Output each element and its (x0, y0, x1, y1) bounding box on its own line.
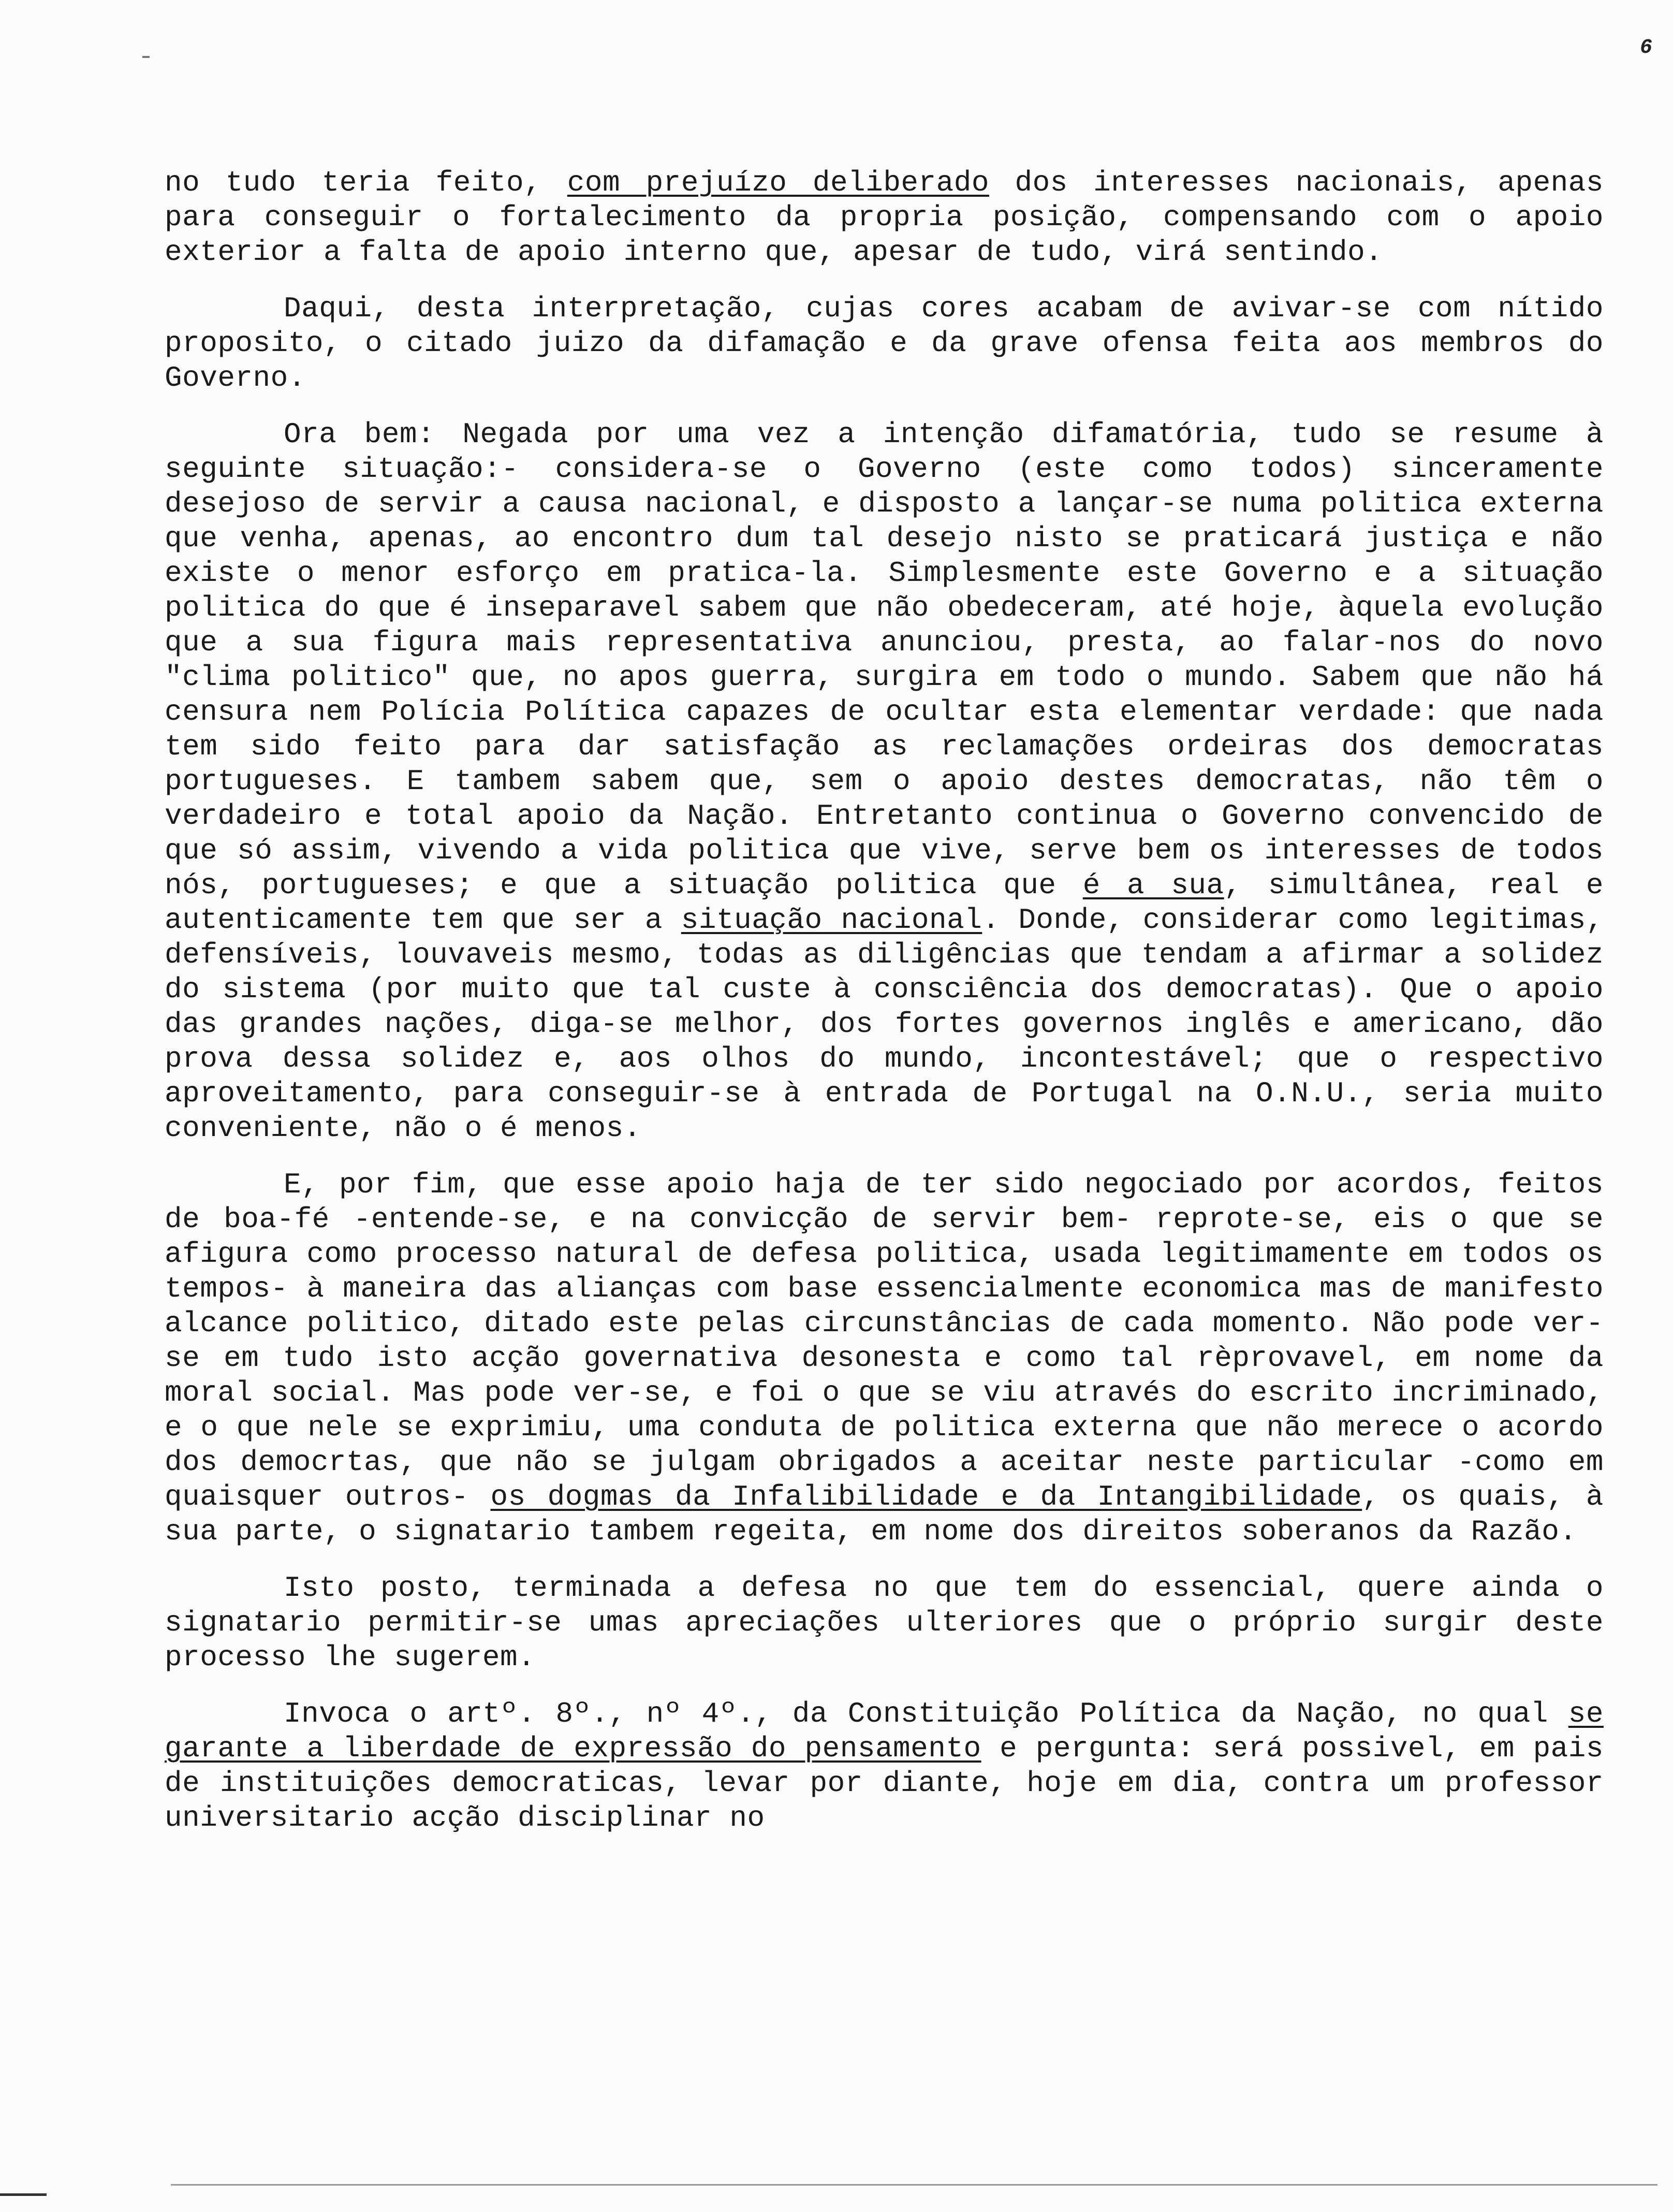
text-run: E, por fim, que esse apoio haja de ter sido negociado por acordos, feitos de boa-fé -entende-se, e na convicção de servir bem- reprote-se, eis o que se afigura como processo natural de defesa politica, usada legitimamente em todos os tempos- à maneira das alianças com base essencialmente economica mas de manifesto alcance politico, ditado este pelas circunstâncias de cada momento. Não pode ver-se em tudo isto acção governativa desonesta e como tal rèprovavel, em nome da moral social. Mas pode ver-se, e foi o que se viu através do escrito incriminado, e o que nele se exprimiu, uma conduta de politica externa que não merece o acordo dos democrtas, que não se julgam obrigados a aceitar neste particular -como em quaisquer outros- (165, 1168, 1604, 1514)
underlined-phrase: se garante a liberdade de expressão do pensamento (165, 1697, 1604, 1765)
scan-edge-line (171, 2184, 1657, 2186)
paragraph (165, 1571, 1604, 1675)
paragraph (165, 1697, 1604, 1836)
paragraph (165, 292, 1604, 396)
text-run: Daqui, desta interpretação, cujas cores acabam de avivar-se com nítido proposito, o citado juizo da difamação e da grave ofensa feita aos membros do Governo. (165, 292, 1604, 395)
text-run: no tudo teria feito, (165, 166, 567, 199)
text-run: Isto posto, terminada a defesa no que tem do essencial, quere ainda o signatario permitir-se umas apreciações ulteriores que o próprio surgir deste processo lhe sugerem. (165, 1571, 1604, 1674)
text-run: Invoca o artº. 8º., nº 4º., da Constituição Política da Nação, no qual (284, 1697, 1568, 1730)
paragraph (165, 1168, 1604, 1549)
text-run: e pergunta: será possivel, em pais de instituições democraticas, levar por diante, hoje em dia, contra um professor universitario acção disciplinar no (165, 1732, 1604, 1835)
underlined-phrase: com prejuízo deliberado (567, 166, 989, 199)
paragraph (165, 417, 1604, 1146)
body-text (165, 166, 1604, 1836)
paragraph (165, 166, 1604, 270)
underlined-phrase: é a sua (1082, 869, 1224, 902)
scan-edge-tick (0, 2193, 47, 2196)
text-run: Ora bem: Negada por uma vez a intenção difamatória, tudo se resume à seguinte situação:- considera-se o Governo (este como todos) sinceramente desejoso de servir a causa nacional, e disposto a lançar-se numa politica externa que venha, apenas, ao encontro dum tal desejo nisto se praticará justiça e não existe o menor esforço em pratica-la. Simplesmente este Governo e a situação politica do que é inseparavel sabem que não obedeceram, até hoje, àquela evolução que a sua figura mais representativa anunciou, presta, ao falar-nos do novo "clima politico" que, no apos guerra, surgira em todo o mundo. Sabem que não há censura nem Polícia Política capazes de ocultar esta elementar verdade: que nada tem sido feito para dar satisfação as reclamações ordeiras dos democratas portugueses. E tambem sabem que, sem o apoio destes democratas, não têm o verdadeiro e total apoio da Nação. Entretanto continua o Governo convencido de que só assim, vivendo a vida politica que vive, serve bem os interesses de todos nós, portugueses; e que a situação politica que (165, 418, 1604, 902)
page-number: 6 (1639, 36, 1652, 60)
text-run: dos interesses nacionais, apenas para conseguir o fortalecimento da propria posição, compensando com o apoio exterior a falta de apoio interno que, apesar de tudo, virá sentindo. (165, 166, 1604, 269)
underlined-phrase: situação nacional (681, 904, 982, 937)
scan-mark (142, 56, 150, 58)
text-run: , simultânea, real e autenticamente tem que ser a (165, 869, 1604, 937)
underlined-phrase: os dogmas da Infalibilidade e da Intangibilidade (490, 1480, 1362, 1514)
text-run: , os quais, à sua parte, o signatario tambem regeita, em nome dos direitos soberanos da Razão. (165, 1480, 1604, 1548)
text-run: . Donde, considerar como legitimas, defensíveis, louvaveis mesmo, todas as diligências que tendam a afirmar a solidez do sistema (por muito que tal custe à consciência dos democratas). Que o apoio das grandes nações, diga-se melhor, dos fortes governos inglês e americano, dão prova dessa solidez e, aos olhos do mundo, incontestável; que o respectivo aproveitamento, para conseguir-se à entrada de Portugal na O.N.U., seria muito conveniente, não o é menos. (165, 904, 1604, 1145)
